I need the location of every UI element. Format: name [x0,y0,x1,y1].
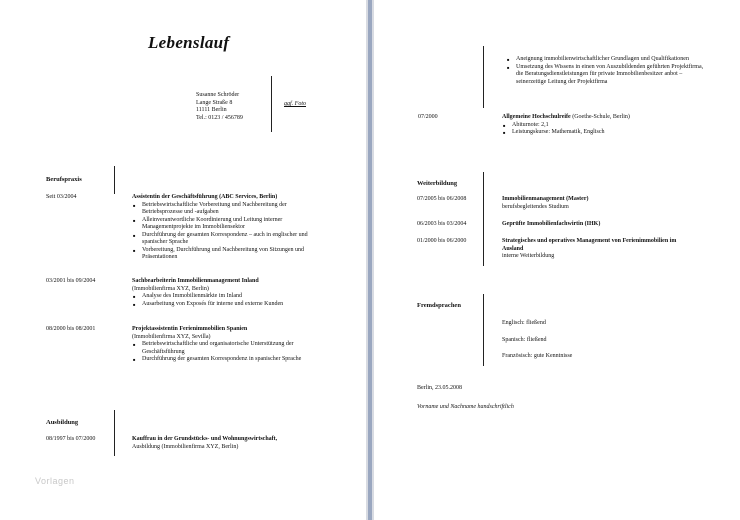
job-entry [132,326,328,364]
language-item: Spanisch: fließend [502,337,547,343]
list-item: ■ Alleinverantwortliche Koordinierung und Leitung interner Managementprojekte im Immobiliensektor [132,217,328,232]
list-item: ■ Umsetzung des Wissens in einen von Auszubildenden geführten Projektfirma, die Beratungsdienstleistungen für private Immobilienbesitzer anbot – seinerzeitige Leitung der Projektfirma [506,64,706,87]
training-title: Geprüfte Immobilienfachwirtin (IHK) [502,221,601,227]
section-divider [483,294,484,366]
photo-placeholder: ggf. Foto [284,101,306,107]
language-item: Englisch: fließend [502,320,546,326]
job-bullets [132,341,328,364]
page-title: Lebenslauf [148,33,230,52]
training-title: Immobilienmanagement (Master) [502,196,589,202]
contact-block [196,92,243,122]
school-date: 07/2000 [418,114,438,120]
job-date: 08/2000 bis 08/2001 [46,326,96,332]
training-detail: interne Weiterbildung [502,253,555,259]
training-detail: berufsbegleitendes Studium [502,203,569,210]
language-item: Französisch: gute Kenntnisse [502,353,573,359]
contact-city: 11111 Berlin [196,107,227,113]
contact-phone: Tel.: 0123 / 456789 [196,114,243,121]
school-title: Allgemeine Hochschulreife [502,114,571,120]
list-item: ■ Leistungskurse: Mathematik, Englisch [502,129,712,137]
job-entry [132,194,328,262]
job-entry [132,278,328,308]
job-date: Seit 03/2004 [46,194,77,200]
contact-divider [271,76,272,132]
list-item: ■ Analyse des Immobilienmärkte im Inland [132,293,328,301]
section-weiterbildung: Weiterbildung [417,180,458,187]
training-date: 06/2003 bis 03/2004 [417,221,467,227]
education-bullets [506,56,706,86]
training-date: 01/2000 bis 06/2000 [417,238,467,244]
bullet-list [506,56,706,86]
contact-name: Susanne Schröder [196,92,240,98]
page-gutter [366,0,374,520]
education-date: 08/1997 bis 07/2000 [46,436,96,442]
section-divider [483,46,484,108]
section-berufspraxis: Berufspraxis [46,176,82,183]
page-gutter-line [368,0,372,520]
list-item: ■ Durchführung der gesamten Korrespondenz – auch in englischer und spanischer Sprache [132,232,328,247]
job-bullets [132,202,328,262]
list-item: ■ Betriebswirtschaftliche und organisatorische Unterstützung der Geschäftsführung [132,341,328,356]
resume-page-2 [374,0,740,520]
watermark: Vorlagen [35,476,75,486]
training-entry [502,196,702,211]
training-entry [502,221,702,229]
school-place: (Goethe-Schule, Berlin) [570,114,630,120]
job-title: Assistentin der Geschäftsführung (ABC Services, Berlin) [132,194,278,200]
contact-street: Lange Straße 8 [196,99,233,106]
list-item: ■ Durchführung der gesamten Korrespondenz in spanischer Sprache [132,356,328,364]
job-subtitle: (Immobilienfirma XYZ, Sevilla) [132,333,211,340]
section-ausbildung: Ausbildung [46,419,79,426]
training-entry [502,238,682,261]
job-subtitle: (Immobilienfirma XYZ, Berlin) [132,285,209,292]
list-item: ■ Betriebswirtschaftliche Vorbereitung und Nachbereitung der Betriebsprozesse und -aufgaben [132,202,328,217]
list-item: ■ Vorbereitung, Durchführung und Nachbereitung von Sitzungen und Präsentationen [132,247,328,262]
training-date: 07/2005 bis 06/2008 [417,196,467,202]
section-fremdsprachen: Fremdsprachen [417,302,461,309]
education-entry [132,436,352,451]
section-divider [114,166,115,194]
job-bullets [132,293,328,308]
school-entry [502,114,712,137]
signature-note: Vorname und Nachname handschriftlich [417,404,514,410]
training-title: Strategisches und operatives Management von Ferienimmobilien im Ausland [502,238,677,252]
education-detail: Ausbildung (Immobilienfirma XYZ, Berlin) [132,443,239,450]
place-date: Berlin, 23.05.2008 [417,385,462,391]
job-date: 03/2001 bis 09/2004 [46,278,96,284]
list-item: ■ Ausarbeitung von Exposés für interne und externe Kunden [132,301,328,309]
list-item: ■ Aneignung immobilienwirtschaftlicher Grundlagen und Qualifikationen [506,56,706,64]
section-divider [483,172,484,266]
section-divider [114,410,115,456]
job-title: Projektassistentin Ferienimmobilien Spanien [132,326,248,332]
school-bullets [502,122,712,137]
list-item: ■ Abiturnote: 2,1 [502,122,712,130]
resume-page-1 [0,0,366,520]
job-title: Sachbearbeiterin Immobilienmanagement Inland [132,278,259,284]
education-title: Kauffrau in der Grundstücks- und Wohnungswirtschaft, [132,436,278,442]
